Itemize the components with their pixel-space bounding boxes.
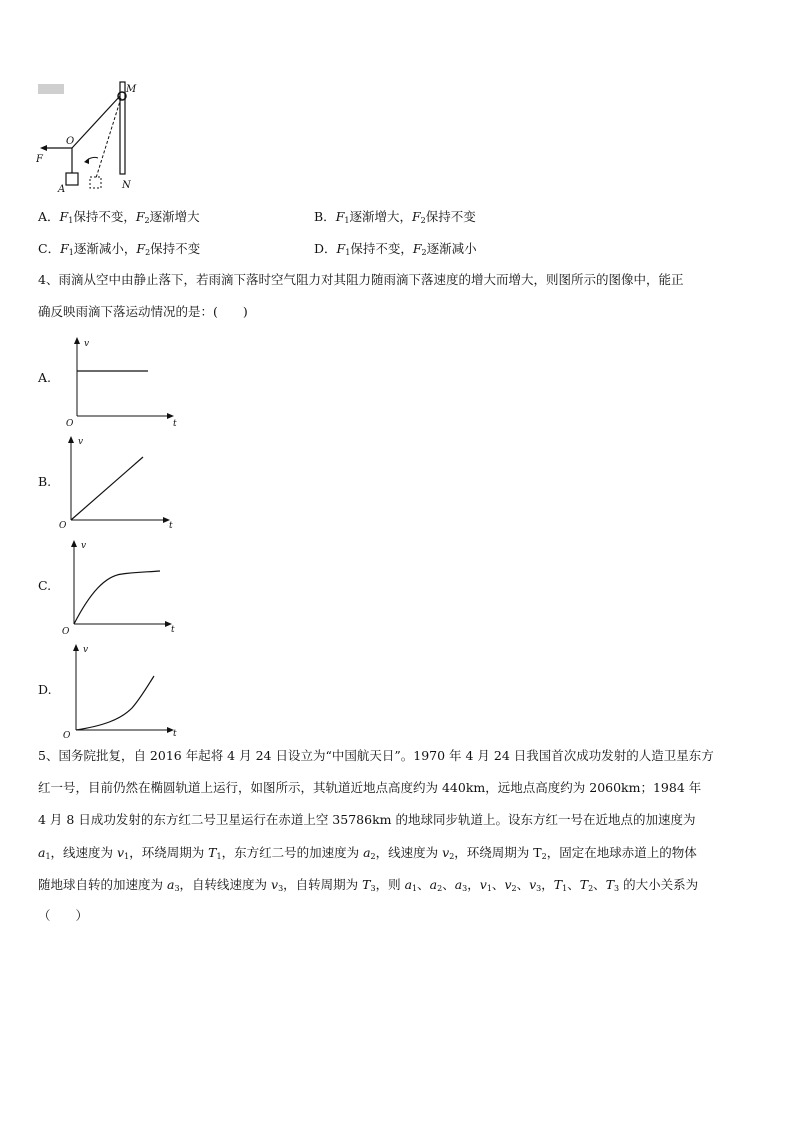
sub: 3 <box>174 884 180 893</box>
xlabel: t <box>173 419 177 428</box>
option-text: 保持不变， <box>73 209 136 224</box>
y-arrow <box>73 644 79 651</box>
symbol: T <box>579 877 589 892</box>
curve-saturating <box>74 571 160 624</box>
dashed-box <box>90 177 101 188</box>
y-arrow <box>71 540 77 547</box>
symbol-v2: v <box>442 845 450 860</box>
symbol-list: a <box>404 877 413 892</box>
symbol: a <box>429 877 438 892</box>
q5-stem-line-4 <box>38 843 760 861</box>
origin-label: O <box>59 521 67 530</box>
ceiling-hatch <box>38 84 64 94</box>
symbol-f2: F <box>136 241 146 256</box>
sub: 2 <box>421 248 427 257</box>
symbol: v <box>479 877 487 892</box>
text: ，环绕周期为 <box>129 845 209 860</box>
sub: 1 <box>68 216 74 225</box>
option-text: 保持不变 <box>150 241 201 256</box>
q3-option-c[interactable] <box>38 239 200 257</box>
box-a <box>66 173 78 185</box>
symbol-a2: a <box>363 845 371 860</box>
origin-label: O <box>63 731 71 738</box>
sub: 1 <box>486 884 492 893</box>
symbol-a1: a <box>38 845 46 860</box>
symbol-t3: T <box>362 877 371 892</box>
sub: 2 <box>144 216 150 225</box>
q3-option-b[interactable] <box>314 207 476 225</box>
sub: 1 <box>345 248 351 257</box>
q4-option-c-letter[interactable]: C. <box>38 578 52 593</box>
symbol: v <box>504 877 512 892</box>
sub: 2 <box>588 884 594 893</box>
option-letter: C． <box>38 241 61 256</box>
q5-stem-line-5: 随地球自转的加速度为 $a_3$，自转线速度为 $v_3$，自转周期为 $T_3$，则 $a_1$、$a_2$、$a_3$，$v_1$、$v_2$、$v_3$，$T_1$、$T_2$、$T_3$ 的大小关系为 <box>38 877 699 893</box>
q3-figure <box>36 78 156 200</box>
motion-arrowhead <box>84 158 89 164</box>
sub: 1 <box>412 884 418 893</box>
y-arrow <box>74 337 80 344</box>
sub: 1 <box>45 852 51 861</box>
q3-option-d[interactable] <box>314 239 477 257</box>
force-arrowhead <box>40 145 47 151</box>
option-text: 逐渐减小， <box>73 241 137 256</box>
symbol-f1: F <box>60 241 69 256</box>
ylabel: v <box>81 541 87 551</box>
option-text: 保持不变， <box>350 241 413 256</box>
option-text: 逐渐增大， <box>349 209 412 224</box>
ylabel: v <box>78 437 84 447</box>
option-letter: D． <box>314 241 337 256</box>
text: ，则 <box>375 877 405 892</box>
text: ，自转线速度为 <box>179 877 272 892</box>
symbol: T <box>553 877 563 892</box>
q4-graph-d[interactable] <box>62 642 192 738</box>
label-n: N <box>122 180 131 191</box>
sub: 1 <box>124 852 130 861</box>
sub: 2 <box>145 248 151 257</box>
label-o: O <box>66 136 75 147</box>
symbol-f2: F <box>135 209 145 224</box>
sub: 1 <box>216 852 222 861</box>
q5-stem-line-2: 红一号，目前仍然在椭圆轨道上运行，如图所示，其轨道近地点高度约为 440km，远地点高度约为 2060km；1984 年 <box>38 780 702 795</box>
xlabel: t <box>173 729 177 738</box>
q4-option-a-letter[interactable]: A. <box>38 370 52 385</box>
xlabel: t <box>169 521 173 530</box>
symbol-v1: v <box>117 845 125 860</box>
label-a: A <box>58 184 66 195</box>
text: ，线速度为 <box>50 845 118 860</box>
text: ，固定在地球赤道上的物体 <box>546 845 697 860</box>
option-letter: A． <box>38 209 60 224</box>
q3-option-a[interactable] <box>38 207 200 225</box>
rod-mn <box>120 82 125 174</box>
sub: 1 <box>68 248 74 257</box>
text: ，环绕周期为 T <box>454 845 542 860</box>
sub: 2 <box>370 852 376 861</box>
symbol-f1: F <box>336 241 346 256</box>
q5-stem-line-3: 4 月 8 日成功发射的东方红二号卫星运行在赤道上空 35786km 的地球同步轨道上。设东方红一号在近地点的加速度为 <box>38 812 696 827</box>
symbol: a <box>454 877 463 892</box>
symbol-f2: F <box>412 241 422 256</box>
ylabel: v <box>83 645 89 655</box>
ylabel: v <box>84 339 90 349</box>
sub: 3 <box>278 884 284 893</box>
label-m: M <box>126 84 137 95</box>
origin-label: O <box>62 627 70 636</box>
option-letter: B． <box>314 209 336 224</box>
q4-option-b-letter[interactable]: B. <box>38 474 52 489</box>
symbol-f1: F <box>335 209 345 224</box>
dashed-rope <box>96 98 121 178</box>
sub: 1 <box>344 216 350 225</box>
option-text: 逐渐增大 <box>149 209 200 224</box>
symbol-a3: a <box>166 877 175 892</box>
text: ，东方红二号的加速度为 <box>221 845 364 860</box>
symbol-t1: T <box>208 845 217 860</box>
q4-graph-a[interactable] <box>60 336 190 428</box>
text: ，线速度为 <box>375 845 443 860</box>
symbol: T <box>605 877 615 892</box>
sub: 3 <box>462 884 468 893</box>
option-text: 保持不变 <box>425 209 476 224</box>
sub: 2 <box>420 216 426 225</box>
symbol-v3: v <box>271 877 279 892</box>
symbol: v <box>529 877 537 892</box>
y-arrow <box>68 436 74 443</box>
sub: 2 <box>449 852 455 861</box>
sub: 2 <box>541 852 547 861</box>
q5-answer-blank: （ ） <box>38 908 89 923</box>
sub: 2 <box>437 884 443 893</box>
curve-linear <box>71 457 143 520</box>
q4-stem-line-1: 4、雨滴从空中由静止落下，若雨滴下落时空气阻力对其阻力随雨滴下落速度的增大而增大，则图所示的图像中，能正 <box>38 272 684 287</box>
sub: 3 <box>614 884 620 893</box>
origin-label: O <box>66 419 74 428</box>
q4-stem-line-2: 确反映雨滴下落运动情况的是：( ) <box>38 304 248 319</box>
option-text: 逐渐减小 <box>426 241 477 256</box>
q4-option-d-letter[interactable]: D. <box>38 682 52 697</box>
xlabel: t <box>171 625 175 635</box>
symbol-f1: F <box>59 209 69 224</box>
sub: 3 <box>370 884 376 893</box>
text: 随地球自转的加速度为 <box>38 877 167 892</box>
sub: 2 <box>511 884 517 893</box>
sub: 1 <box>562 884 568 893</box>
q5-stem-line-1: 5、国务院批复，自 2016 年起将 4 月 24 日设立为“中国航天日”。1970 年 4 月 24 日我国首次成功发射的人造卫星东方 <box>38 748 714 763</box>
q4-graph-c[interactable] <box>60 538 190 636</box>
rope-mo <box>72 96 120 148</box>
text: ，自转周期为 <box>283 877 363 892</box>
symbol-f2: F <box>411 209 421 224</box>
q4-graph-b[interactable] <box>56 434 186 530</box>
sub: 3 <box>536 884 542 893</box>
curve-accelerating <box>76 676 154 730</box>
label-f: F <box>36 154 43 165</box>
text: 的大小关系为 <box>619 877 699 892</box>
